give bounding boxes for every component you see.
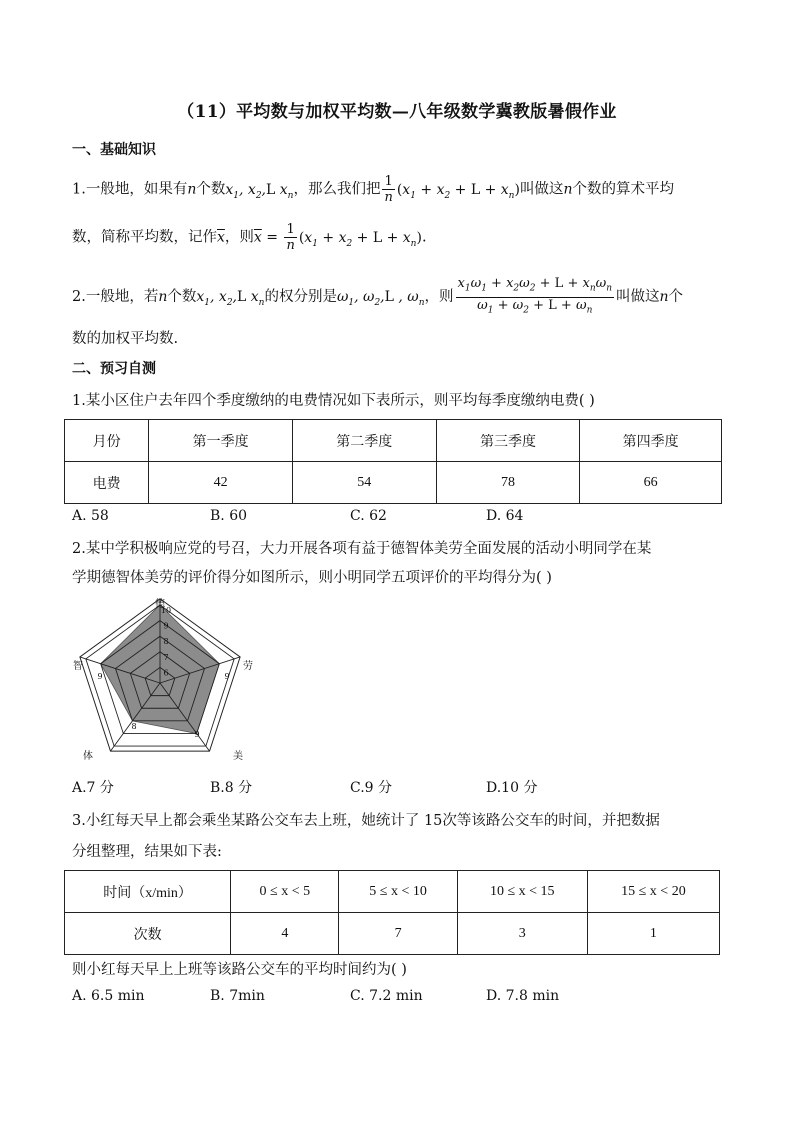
table-cell: 5 ≤ x < 10 (339, 871, 457, 913)
table-cell: 3 (457, 913, 587, 955)
option-b[interactable]: B. 7min (210, 988, 265, 1004)
table-row (65, 913, 720, 955)
math-x-list: $x_1$, $x_2,L$ $x_n$ (225, 181, 294, 201)
q2-stem-line-2: 学期德智体美劳的评价得分如图所示，则小明同学五项评价的平均得分为( ) (72, 570, 552, 586)
k1-text-b: 个数 (196, 181, 226, 198)
table-cell: 0 ≤ x < 5 (231, 871, 339, 913)
option-a[interactable]: A.7 分 (72, 780, 114, 796)
table-cell: 1 (587, 913, 719, 955)
table-cell: 4 (231, 913, 339, 955)
math-n: n (659, 289, 669, 306)
math-one-over-n: $\frac{1}{n}$ (286, 222, 295, 253)
table-cell: 第四季度 (580, 420, 722, 462)
table-cell: 42 (149, 462, 293, 504)
table-cell: 7 (339, 913, 457, 955)
q3-question: 则小红每天早上上班等该路公交车的平均时间约为( ) (72, 962, 407, 978)
knowledge-2-line-2: 数的加权平均数. (72, 331, 179, 347)
table-cell: 次数 (65, 913, 231, 955)
q3-table (64, 870, 720, 955)
math-n: n (563, 181, 573, 198)
option-a[interactable]: A. 6.5 min (72, 988, 145, 1004)
table-header-row (65, 420, 722, 462)
radar-axis-label: 德 (155, 599, 165, 610)
k1-text-c: ，那么我们把 (293, 181, 381, 198)
option-c[interactable]: C. 7.2 min (350, 988, 423, 1004)
option-d[interactable]: D.10 分 (486, 780, 538, 796)
table-cell: 第二季度 (292, 420, 436, 462)
table-cell: 78 (436, 462, 580, 504)
radar-value-label: 9 (224, 672, 230, 681)
section-preview-test: 二、预习自测 (72, 361, 156, 377)
radar-ring-label: 10 (160, 606, 172, 615)
knowledge-1-line-2 (72, 222, 427, 253)
option-b[interactable]: B. 60 (210, 508, 248, 524)
radar-ring-label: 6 (163, 668, 169, 678)
option-b[interactable]: B.8 分 (210, 780, 253, 796)
k2-text-b: 个数 (167, 289, 197, 306)
k1-text-g: ，则 (224, 229, 254, 246)
radar-value-label: 9 (194, 730, 200, 739)
k2-text-a: 2.一般地，若 (72, 289, 159, 306)
section-basic-knowledge: 一、基础知识 (72, 142, 156, 158)
option-c[interactable]: C.9 分 (350, 780, 393, 796)
math-n: n (187, 181, 197, 198)
option-c[interactable]: C. 62 (350, 508, 387, 524)
k1-text-e: 个数的算术平均 (572, 181, 674, 198)
k2-text-d: ，则 (424, 289, 454, 306)
radar-ring-label: 9 (163, 621, 169, 631)
option-d[interactable]: D. 7.8 min (486, 988, 560, 1004)
table-cell: 第一季度 (149, 420, 293, 462)
radar-axis-label: 智 (73, 661, 83, 672)
radar-axis-label: 劳 (243, 661, 253, 672)
k1-text-a: 1.一般地，如果有 (72, 181, 188, 198)
radar-axis-label: 美 (233, 751, 243, 762)
option-d[interactable]: D. 64 (486, 508, 524, 524)
knowledge-1-line-1 (72, 174, 674, 205)
radar-chart (70, 595, 260, 767)
math-weighted-mean: $\frac{x_1\omega_1 + x_2\omega_2 + L + x_n\omega_n}{\omega_1 + \omega_2 + L + \omega_n}$ (457, 276, 613, 316)
table-cell: 15 ≤ x < 20 (587, 871, 719, 913)
q1-table (64, 419, 722, 504)
k1-text-f: 数，简称平均数，记作 (72, 229, 217, 246)
table-cell: 第三季度 (436, 420, 580, 462)
k2-text-c: 的权分别是 (264, 289, 337, 306)
option-a[interactable]: A. 58 (72, 508, 109, 524)
radar-value-label: 9 (97, 672, 103, 681)
math-x-bar-eq: $\overline{x}$ = (253, 229, 278, 246)
math-one-over-n: $\frac{1}{n}$ (384, 174, 393, 205)
table-cell: 10 ≤ x < 15 (457, 871, 587, 913)
k2-text-e: 叫做这 (616, 289, 660, 306)
k1-text-d: 叫做这 (519, 181, 564, 198)
radar-ring-label: 7 (163, 652, 169, 662)
radar-axis-label: 体 (83, 751, 93, 762)
table-cell: 54 (292, 462, 436, 504)
table-header-row (65, 871, 720, 913)
k1-text-h: . (421, 229, 427, 246)
math-x-bar: $\overline{x}$ (217, 229, 225, 246)
q3-stem-line-2: 分组整理，结果如下表: (72, 844, 222, 860)
math-sum-x: $(x_1 + x_2 + L + x_n)$ (396, 181, 520, 201)
table-row (65, 462, 722, 504)
q1-stem: 1.某小区住户去年四个季度缴纳的电费情况如下表所示，则平均每季度缴纳电费( ) (72, 393, 595, 409)
q2-stem-line-1: 2.某中学积极响应党的号召，大力开展各项有益于德智体美劳全面发展的活动小明同学在某 (72, 541, 652, 557)
q3-stem-line-1: 3.小红每天早上都会乘坐某路公交车去上班，她统计了 15次等该路公交车的时间，并把数据 (72, 813, 660, 829)
knowledge-2-line-1 (72, 276, 683, 318)
table-cell: 66 (580, 462, 722, 504)
math-sum-x: $(x_1 + x_2 + L + x_n)$ (298, 229, 422, 249)
math-x-list: $x_1$, $x_2,L$ $x_n$ (196, 289, 265, 308)
table-cell: 电费 (65, 462, 149, 504)
math-n: n (158, 289, 168, 306)
k2-text-f: 个 (668, 289, 684, 306)
table-cell: 时间（x/min） (65, 871, 231, 913)
radar-value-label: 8 (131, 722, 137, 731)
table-cell: 月份 (65, 420, 149, 462)
radar-overlay (80, 599, 240, 751)
math-w-list: $\omega_1$, $\omega_2,L$ , $\omega_n$ (336, 289, 425, 308)
page-title: （11）平均数与加权平均数—八年级数学冀教版暑假作业 (177, 102, 617, 122)
radar-ring-label: 8 (163, 637, 169, 647)
